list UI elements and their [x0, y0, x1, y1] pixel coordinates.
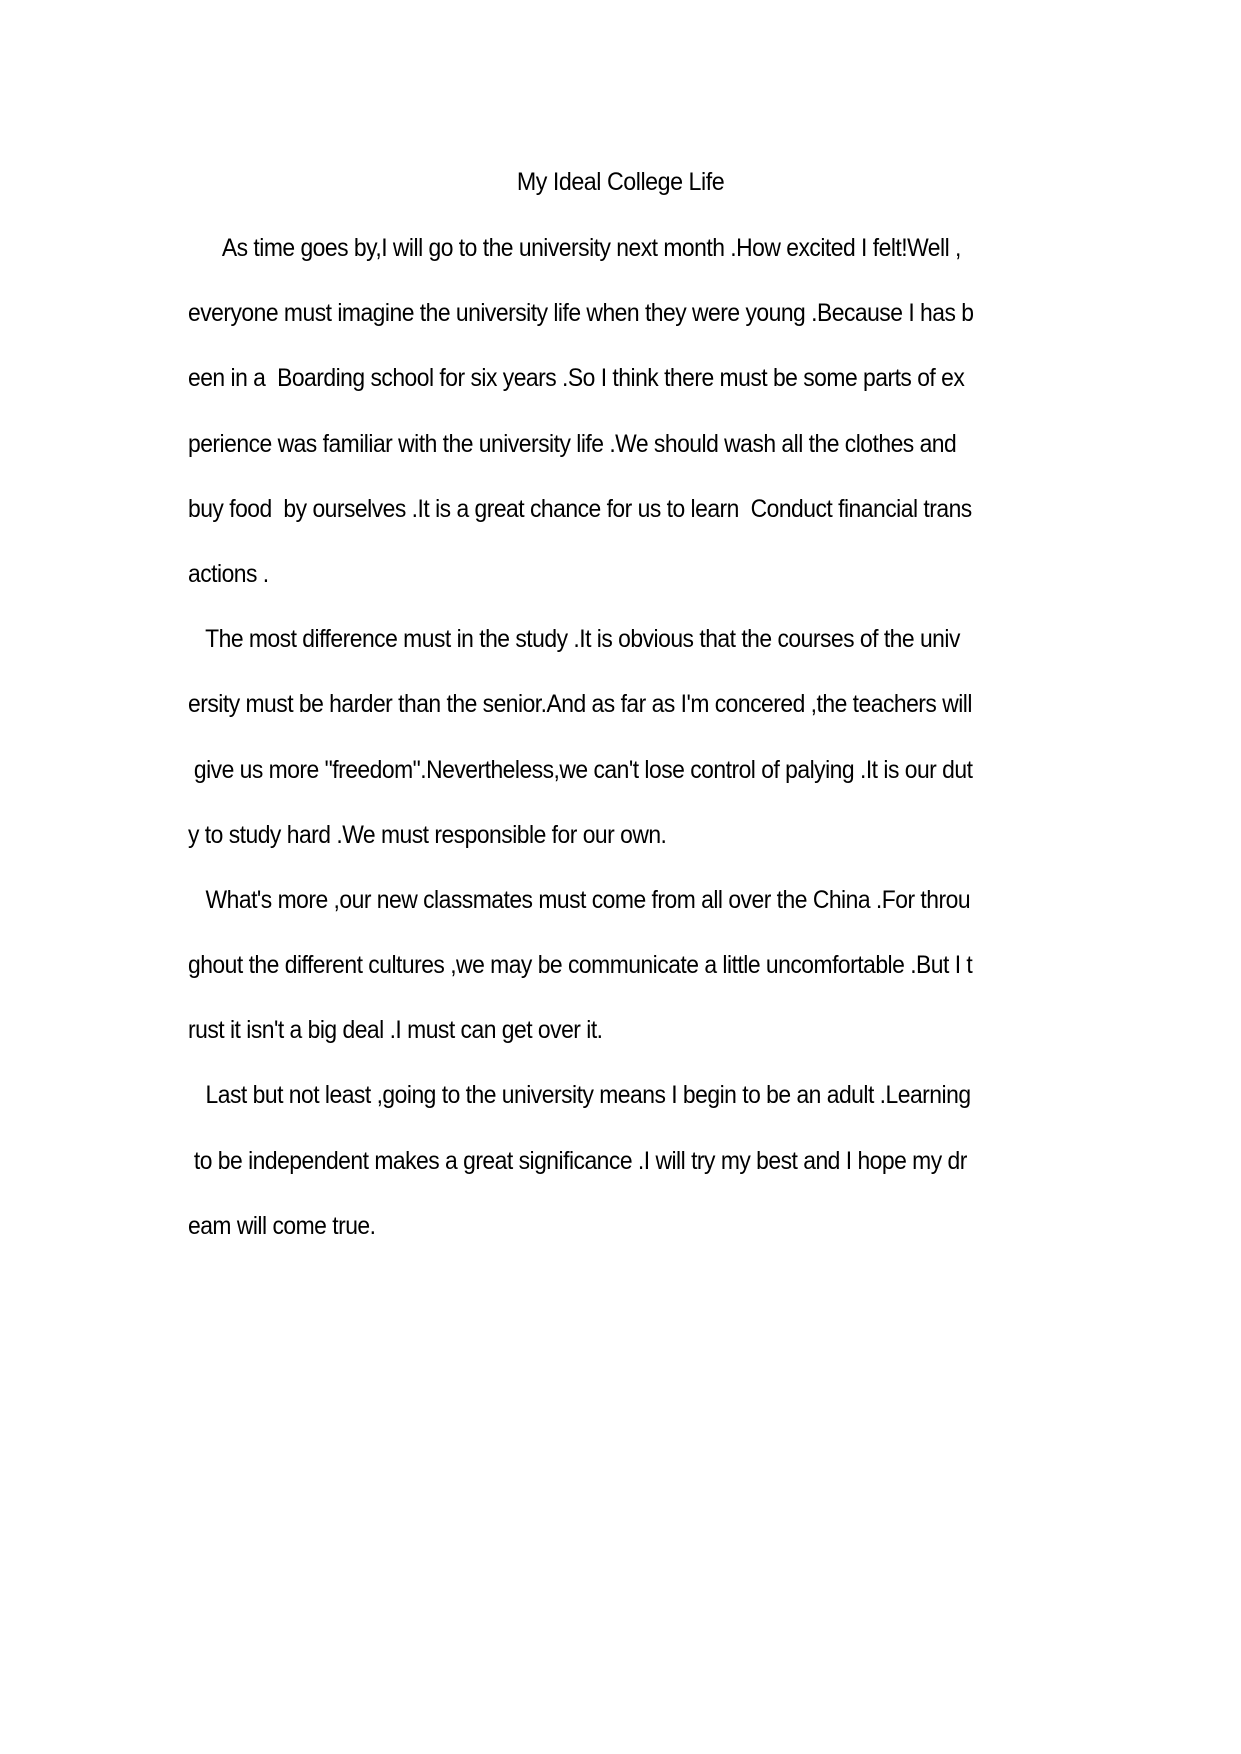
text-line: een in a Boarding school for six years .So I think there must be some parts of ex [188, 364, 965, 393]
text-line: everyone must imagine the university life when they were young .Because I has b [188, 299, 974, 328]
text-line: eam will come true. [188, 1211, 376, 1240]
text-line: y to study hard .We must responsible for our own. [188, 820, 667, 849]
text-line: The most difference must in the study .It is obvious that the courses of the univ [188, 625, 960, 654]
text-line: perience was familiar with the university life .We should wash all the clothes and [188, 429, 957, 458]
text-line: As time goes by,I will go to the university next month .How excited I felt!Well , [188, 234, 961, 262]
text-line: give us more "freedom".Nevertheless,we can't lose control of palying .It is our dut [188, 755, 973, 784]
text-line: ersity must be harder than the senior.And as far as I'm concered ,the teachers will [188, 690, 972, 719]
text-line: ghout the different cultures ,we may be communicate a little uncomfortable .But I t [188, 951, 973, 980]
text-line: buy food by ourselves .It is a great chance for us to learn Conduct financial trans [188, 494, 972, 523]
text-line: to be independent makes a great significance .I will try my best and I hope my dr [188, 1146, 967, 1175]
text-line: Last but not least ,going to the university means I begin to be an adult .Learning [188, 1081, 971, 1110]
document-body [188, 232, 1068, 1275]
text-line: actions . [188, 559, 269, 588]
document-title: My Ideal College Life [516, 168, 725, 196]
text-line: rust it isn't a big deal .I must can get over it. [188, 1016, 603, 1045]
text-line: What's more ,our new classmates must come from all over the China .For throu [188, 885, 971, 914]
